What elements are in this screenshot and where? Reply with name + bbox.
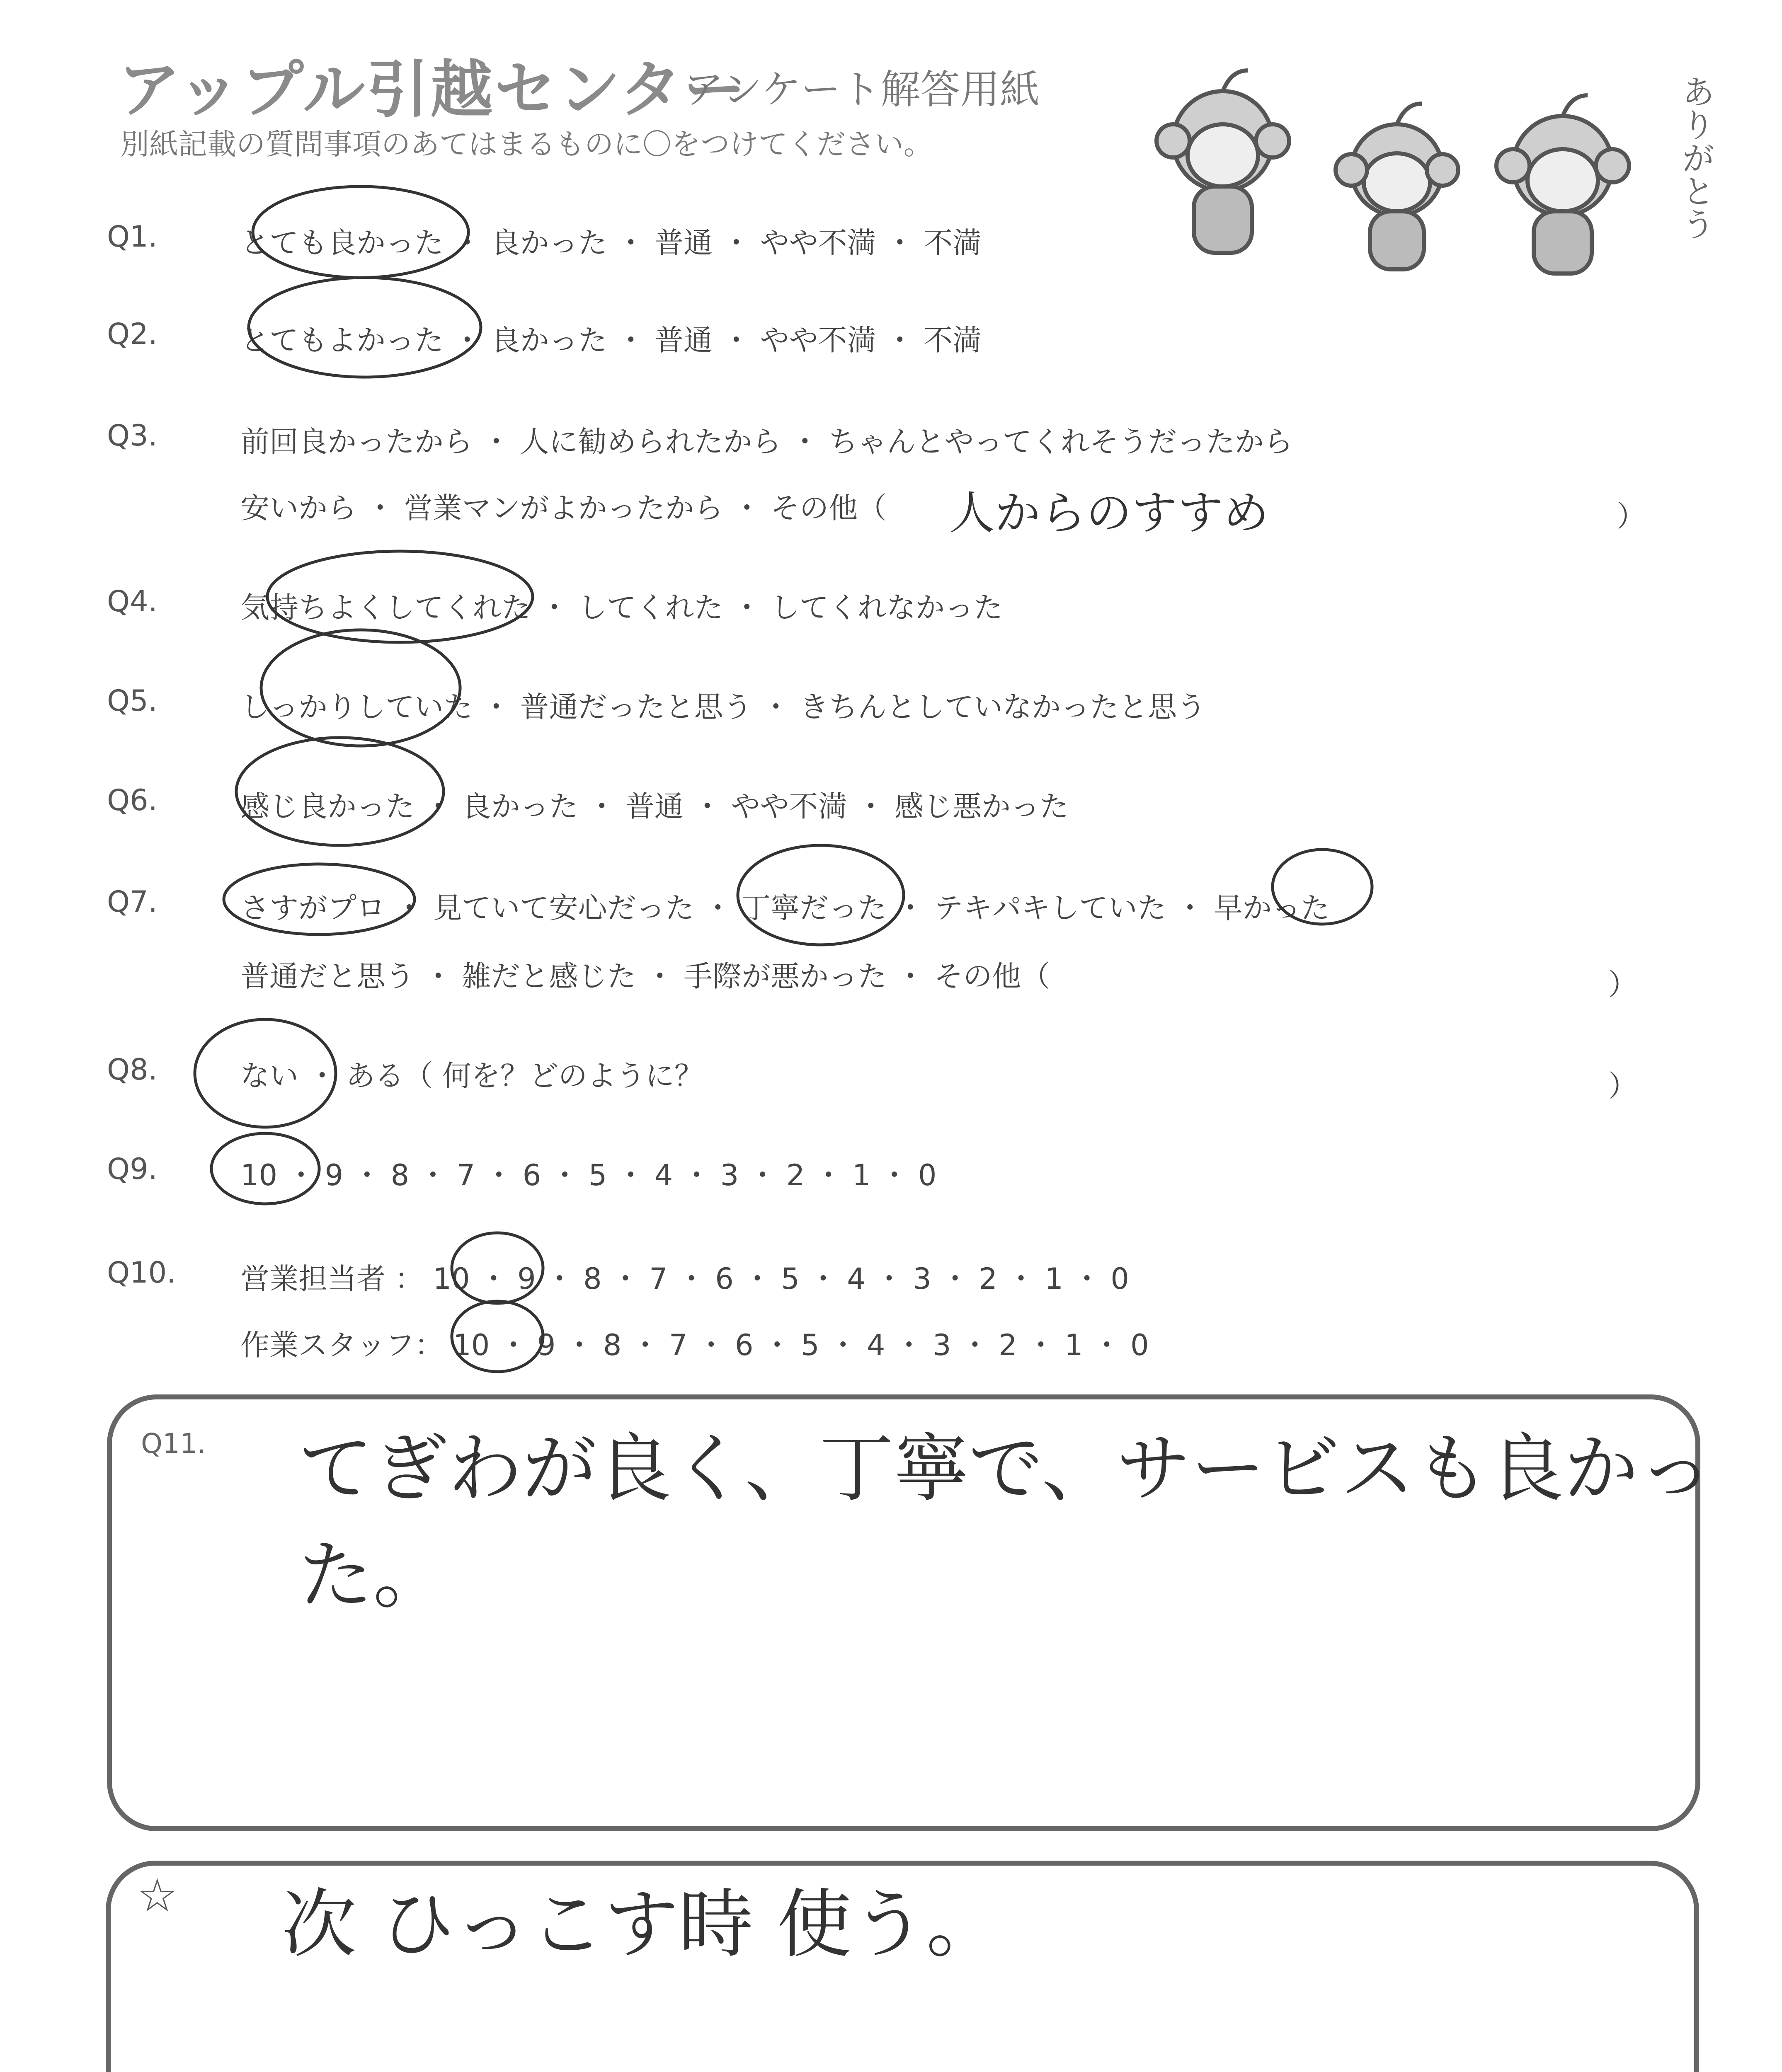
q2-number: Q2.: [107, 317, 158, 351]
q10-sales-scale[interactable]: 営業担当者 ： 10 ・ 9 ・ 8 ・ 7 ・ 6 ・ 5 ・ 4 ・ 3 ・ 2 ・ 1 ・ 0: [240, 1262, 1129, 1296]
q5-options[interactable]: しっかりしていた ・ 普通だったと思う ・ きちんとしていなかったと思う: [240, 690, 1206, 724]
q11-answer-text[interactable]: てぎわが良く、丁寧で、サービスも良かった。: [298, 1426, 1713, 1619]
q2-circle-icon: [249, 278, 481, 377]
q9-scale[interactable]: 10 ・ 9 ・ 8 ・ 7 ・ 6 ・ 5 ・ 4 ・ 3 ・ 2 ・ 1 ・ 0: [240, 1158, 937, 1192]
q10-circle-2-icon: [452, 1301, 543, 1372]
q3-close-paren: ）: [1617, 499, 1646, 533]
q6-circle-icon: [236, 738, 444, 845]
q9-number: Q9.: [107, 1152, 158, 1186]
q7-circle-2-icon: [738, 845, 904, 945]
q7-number: Q7.: [107, 885, 158, 919]
form-title: アップル引越センター: [118, 54, 747, 126]
q3-options-line1[interactable]: 前回良かったから ・ 人に勧められたから ・ ちゃんとやってくれそうだったから: [240, 425, 1293, 459]
q4-circle-icon: [267, 551, 533, 642]
q8-options[interactable]: ない ・ ある（ 何を？どのように？: [240, 1059, 703, 1093]
mascot-caption: ありがとう: [1676, 75, 1715, 240]
q3-options-line2[interactable]: 安いから ・ 営業マンがよかったから ・ その他（: [240, 491, 887, 525]
q1-circle-icon: [253, 186, 468, 278]
q5-number: Q5.: [107, 684, 158, 718]
q4-number: Q4.: [107, 584, 158, 618]
q1-options[interactable]: とても良かった ・ 良かった ・ 普通 ・ やや不満 ・ 不満: [240, 226, 982, 260]
comment-answer-text[interactable]: 次 ひっこす時 使う。: [282, 1881, 1001, 1968]
q3-number: Q3.: [107, 419, 158, 453]
q7-circle-1-icon: [224, 864, 415, 934]
q7-close-paren: ）: [1608, 968, 1637, 1002]
q8-circle-icon: [195, 1019, 336, 1127]
q8-number: Q8.: [107, 1053, 158, 1087]
q2-options[interactable]: とてもよかった ・ 良かった ・ 普通 ・ やや不満 ・ 不満: [240, 323, 982, 357]
q8-close-paren: ）: [1608, 1069, 1637, 1103]
form-subtitle: アンケート解答用紙: [684, 66, 1040, 113]
q10-number: Q10.: [107, 1256, 176, 1290]
instruction-text: 別紙記載の質問事項のあてはまるものに〇をつけてください。: [120, 127, 933, 161]
q7-circle-3-icon: [1273, 850, 1372, 924]
q1-number: Q1.: [107, 220, 158, 254]
q7-options-line2[interactable]: 普通だと思う ・ 雑だと感じた ・ 手際が悪かった ・ その他（: [240, 959, 1050, 993]
q10-circle-1-icon: [452, 1233, 543, 1303]
q9-circle-icon: [211, 1133, 319, 1204]
q3-other-answer[interactable]: 人からのすすめ: [949, 487, 1269, 540]
q7-options-line1[interactable]: さすがプロ ・ 見ていて安心だった ・ 丁寧だった ・ テキパキしていた ・ 早かった: [240, 891, 1330, 925]
q5-circle-icon: [261, 630, 460, 746]
star-icon: ☆: [137, 1869, 178, 1922]
q6-number: Q6.: [107, 783, 158, 817]
q10-staff-scale[interactable]: 作業スタッフ： 10 ・ 9 ・ 8 ・ 7 ・ 6 ・ 5 ・ 4 ・ 3 ・ 2 ・ 1 ・ 0: [240, 1328, 1149, 1362]
q11-label: Q11.: [141, 1428, 206, 1460]
q4-options[interactable]: 気持ちよくしてくれた ・ してくれた ・ してくれなかった: [240, 591, 1003, 625]
q6-options[interactable]: 感じ良かった ・ 良かった ・ 普通 ・ やや不満 ・ 感じ悪かった: [240, 789, 1069, 823]
